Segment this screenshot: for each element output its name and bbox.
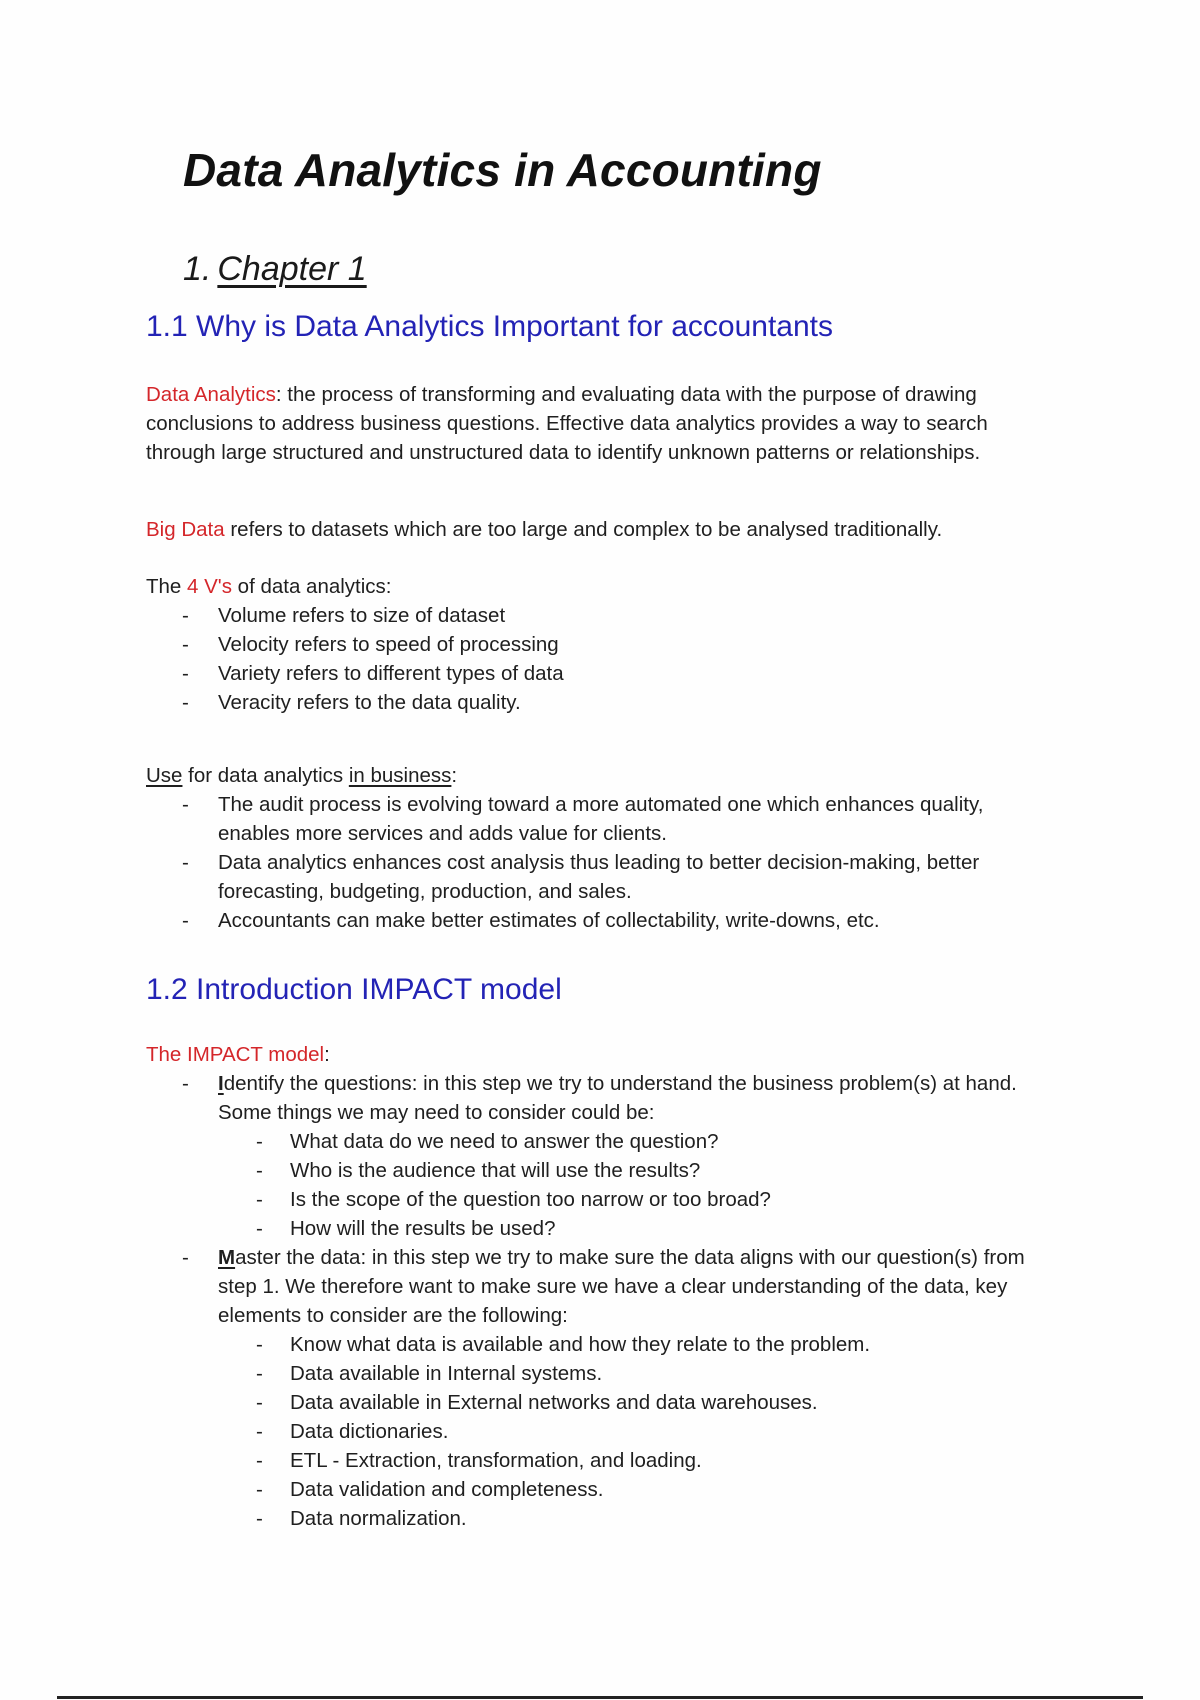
list-item bbox=[146, 1475, 1046, 1504]
term-4-vs: 4 V's bbox=[187, 575, 232, 598]
list-item bbox=[146, 1127, 1046, 1156]
list-item-text: Data normalization. bbox=[290, 1507, 467, 1530]
term-big-data: Big Data bbox=[146, 518, 225, 541]
list-item-text: ETL - Extraction, transformation, and loading. bbox=[290, 1449, 702, 1472]
master-subitems bbox=[146, 1330, 1046, 1533]
section-heading-1-1: 1.1 Why is Data Analytics Important for accountants bbox=[146, 310, 833, 343]
dash-bullet-icon: - bbox=[256, 1449, 263, 1472]
chapter-heading bbox=[183, 250, 367, 289]
impact-model-block bbox=[146, 1040, 1046, 1533]
dash-bullet-icon: - bbox=[182, 909, 189, 932]
list-item-text: Velocity refers to speed of processing bbox=[218, 633, 559, 656]
list-item-text: What data do we need to answer the question? bbox=[290, 1130, 719, 1153]
list-item bbox=[146, 601, 1046, 630]
dash-bullet-icon: - bbox=[182, 633, 189, 656]
in-business-underlined: in business bbox=[348, 764, 452, 787]
list-item bbox=[146, 1156, 1046, 1185]
dash-bullet-icon: - bbox=[182, 793, 189, 816]
definition-text: : the process of transforming and evaluating data with the purpose of drawing conclusions to address business questions. Effective data analytics provides a way to search through large structured and unstructured data to identify unknown patterns or relationships. bbox=[146, 383, 988, 464]
list-item bbox=[146, 1417, 1046, 1446]
dash-bullet-icon: - bbox=[256, 1130, 263, 1153]
dash-bullet-icon: - bbox=[256, 1420, 263, 1443]
list-item bbox=[146, 790, 1046, 848]
list-item-text: Volume refers to size of dataset bbox=[218, 604, 506, 627]
impact-steps-list bbox=[146, 1069, 1046, 1533]
intro-text: : bbox=[451, 764, 458, 787]
list-item-text: Data validation and completeness. bbox=[290, 1478, 604, 1501]
list-item bbox=[146, 906, 1046, 935]
list-item bbox=[146, 1214, 1046, 1243]
definition-text: refers to datasets which are too large and complex to be analysed traditionally. bbox=[224, 518, 943, 541]
four-vs-block bbox=[146, 572, 1046, 717]
list-item-text: Who is the audience that will use the results? bbox=[290, 1159, 701, 1182]
list-item bbox=[146, 1330, 1046, 1359]
list-item-text: Is the scope of the question too narrow or too broad? bbox=[290, 1188, 771, 1211]
list-item-text: How will the results be used? bbox=[290, 1217, 556, 1240]
dash-bullet-icon: - bbox=[256, 1188, 263, 1211]
term-impact-model: The IMPACT model bbox=[146, 1043, 325, 1066]
dash-bullet-icon: - bbox=[256, 1217, 263, 1240]
step-text: dentify the questions: in this step we try to understand the business problem(s) at hand. Some things we may need to consider could be: bbox=[218, 1072, 1017, 1124]
dash-bullet-icon: - bbox=[256, 1507, 263, 1530]
list-item-text: Data available in Internal systems. bbox=[290, 1362, 603, 1385]
page-bottom-divider bbox=[57, 1696, 1143, 1699]
list-item bbox=[146, 848, 1046, 906]
dash-bullet-icon: - bbox=[256, 1333, 263, 1356]
document-title: Data Analytics in Accounting bbox=[183, 144, 822, 196]
four-vs-intro bbox=[146, 572, 1046, 601]
step-letter: I bbox=[218, 1072, 224, 1095]
list-item bbox=[146, 1185, 1046, 1214]
list-item bbox=[146, 630, 1046, 659]
list-item-text: Accountants can make better estimates of collectability, write-downs, etc. bbox=[218, 909, 880, 932]
definition-data-analytics bbox=[146, 380, 1046, 467]
list-item-text: Know what data is available and how they relate to the problem. bbox=[290, 1333, 871, 1356]
step-letter: M bbox=[218, 1246, 236, 1269]
dash-bullet-icon: - bbox=[182, 691, 189, 714]
list-item bbox=[146, 688, 1046, 717]
impact-step-identify bbox=[146, 1069, 1046, 1243]
list-item-text: Data dictionaries. bbox=[290, 1420, 449, 1443]
list-item-text: Variety refers to different types of data bbox=[218, 662, 564, 685]
use-underlined: Use bbox=[146, 764, 183, 787]
business-use-intro bbox=[146, 761, 1046, 790]
dash-bullet-icon: - bbox=[182, 1072, 189, 1095]
list-item-text: Data analytics enhances cost analysis thus leading to better decision-making, better forecasting, budgeting, production, and sales. bbox=[218, 851, 980, 903]
chapter-label: Chapter 1 bbox=[217, 250, 367, 288]
list-item-text: Veracity refers to the data quality. bbox=[218, 691, 521, 714]
section-heading-1-2: 1.2 Introduction IMPACT model bbox=[146, 973, 562, 1006]
dash-bullet-icon: - bbox=[182, 1246, 189, 1269]
dash-bullet-icon: - bbox=[182, 604, 189, 627]
list-item bbox=[146, 659, 1046, 688]
dash-bullet-icon: - bbox=[256, 1478, 263, 1501]
chapter-number: 1. bbox=[183, 250, 212, 288]
list-item bbox=[146, 1359, 1046, 1388]
business-use-block bbox=[146, 761, 1046, 935]
dash-bullet-icon: - bbox=[256, 1159, 263, 1182]
list-item bbox=[146, 1388, 1046, 1417]
intro-text: for data analytics bbox=[182, 764, 349, 787]
intro-text: : bbox=[324, 1043, 330, 1066]
term-data-analytics: Data Analytics bbox=[146, 383, 276, 406]
step-text: aster the data: in this step we try to make sure the data aligns with our question(s) from step 1. We therefore want to make sure we have a clear understanding of the data, key elements to consider are the following: bbox=[218, 1246, 1025, 1327]
intro-text: of data analytics: bbox=[231, 575, 392, 598]
impact-intro bbox=[146, 1040, 1046, 1069]
business-use-list bbox=[146, 790, 1046, 935]
dash-bullet-icon: - bbox=[256, 1362, 263, 1385]
impact-step-master bbox=[146, 1243, 1046, 1533]
list-item-text: Data available in External networks and data warehouses. bbox=[290, 1391, 818, 1414]
definition-big-data bbox=[146, 515, 1046, 544]
list-item bbox=[146, 1446, 1046, 1475]
intro-text: The bbox=[146, 575, 188, 598]
dash-bullet-icon: - bbox=[182, 851, 189, 874]
dash-bullet-icon: - bbox=[256, 1391, 263, 1414]
list-item bbox=[146, 1504, 1046, 1533]
four-vs-list bbox=[146, 601, 1046, 717]
list-item-text: The audit process is evolving toward a more automated one which enhances quality, enables more services and adds value for clients. bbox=[218, 793, 984, 845]
dash-bullet-icon: - bbox=[182, 662, 189, 685]
identify-subitems bbox=[146, 1127, 1046, 1243]
